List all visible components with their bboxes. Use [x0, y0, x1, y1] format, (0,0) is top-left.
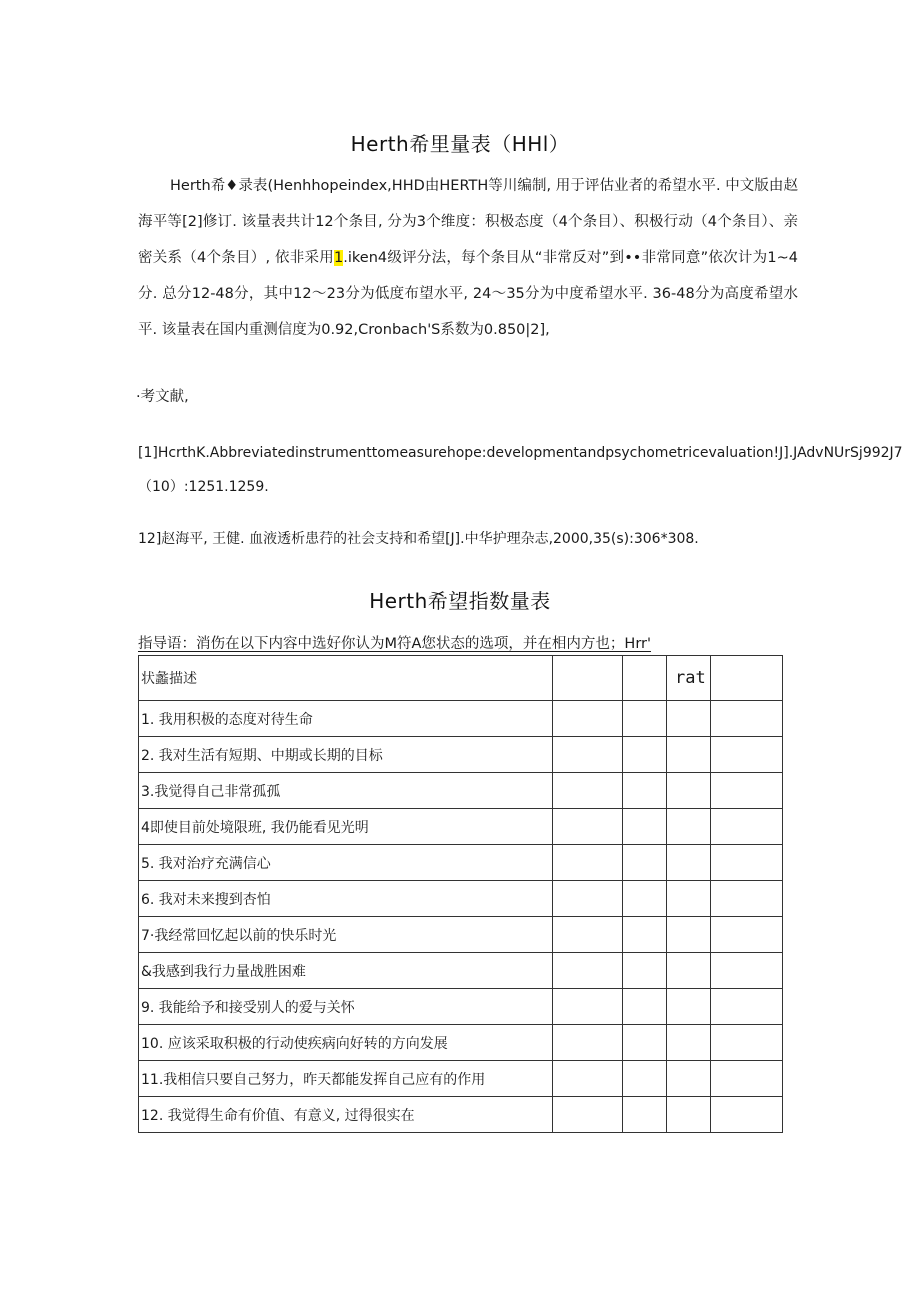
header-option-cell: rat — [667, 656, 711, 701]
rating-cell[interactable] — [667, 845, 711, 881]
rating-cell[interactable] — [623, 1097, 667, 1133]
rating-cell[interactable] — [553, 737, 623, 773]
rating-cell[interactable] — [667, 1061, 711, 1097]
rating-cell[interactable] — [711, 1097, 783, 1133]
table-row — [139, 989, 783, 1025]
header-description: 状蠡描述 — [139, 656, 553, 701]
header-option-cell — [553, 656, 623, 701]
item-description: 2. 我对生活有短期、中期或长期的目标 — [139, 737, 553, 773]
rating-cell[interactable] — [623, 701, 667, 737]
item-description: 11.我相信只要自己努力，昨天都能发挥自己应有的作用 — [139, 1061, 553, 1097]
item-description: 9. 我能给予和接受别人的爱与关怀 — [139, 989, 553, 1025]
rating-cell[interactable] — [711, 1025, 783, 1061]
rating-cell[interactable] — [553, 845, 623, 881]
rating-cell[interactable] — [553, 1097, 623, 1133]
table-row — [139, 1061, 783, 1097]
rating-cell[interactable] — [623, 737, 667, 773]
intro-paragraph — [138, 168, 798, 348]
instruction-text: 指导语：消伤在以下内容中选好你认为M符A您状态的选项，并在相内方也；Hrr' — [138, 636, 651, 652]
rating-cell[interactable] — [711, 737, 783, 773]
item-description: 3.我觉得自己非常孤孤 — [139, 773, 553, 809]
header-option-cell — [623, 656, 667, 701]
header-option-cell — [711, 656, 783, 701]
rating-cell[interactable] — [553, 701, 623, 737]
item-description: 4即使目前处境限班, 我仍能看见光明 — [139, 809, 553, 845]
rating-cell[interactable] — [711, 701, 783, 737]
item-description: 10. 应该采取积极的行动使疾病向好转的方向发展 — [139, 1025, 553, 1061]
rating-cell[interactable] — [553, 809, 623, 845]
rating-cell[interactable] — [667, 953, 711, 989]
rating-cell[interactable] — [553, 917, 623, 953]
item-description: 6. 我对未来搜到杏怕 — [139, 881, 553, 917]
rating-cell[interactable] — [623, 953, 667, 989]
table-row — [139, 773, 783, 809]
item-description: 5. 我对治疗充满信心 — [139, 845, 553, 881]
rating-cell[interactable] — [623, 773, 667, 809]
rating-cell[interactable] — [623, 809, 667, 845]
rating-cell[interactable] — [711, 953, 783, 989]
rating-cell[interactable] — [667, 809, 711, 845]
index-scale-title: Herth希望指数量表 — [369, 589, 551, 613]
rating-cell[interactable] — [667, 989, 711, 1025]
rating-cell[interactable] — [553, 989, 623, 1025]
item-description: 1. 我用积极的态度对待生命 — [139, 701, 553, 737]
rating-cell[interactable] — [667, 701, 711, 737]
table-header-row — [139, 656, 783, 701]
rating-cell[interactable] — [553, 1061, 623, 1097]
rating-cell[interactable] — [667, 737, 711, 773]
table-row — [139, 845, 783, 881]
rating-cell[interactable] — [623, 1025, 667, 1061]
rating-cell[interactable] — [553, 1025, 623, 1061]
rating-cell[interactable] — [667, 917, 711, 953]
item-description: 7·我经常回忆起以前的快乐时光 — [139, 917, 553, 953]
table-row — [139, 701, 783, 737]
intro-text-part-1: Herth希♦录表(Henhhopeindex,HHD由HERTH等川编制, 用于评估业者的希望水平. 中文版由赵海平等[2]修订. 该量表共计12个条目, 分为3个维度：积极态度（4个条目）、积极行动（4个条目）、亲密关系（4个条目）, 依非采用 — [138, 178, 798, 266]
rating-cell[interactable] — [667, 1025, 711, 1061]
rating-cell[interactable] — [623, 917, 667, 953]
rating-cell[interactable] — [711, 917, 783, 953]
rating-cell[interactable] — [667, 773, 711, 809]
table-row — [139, 809, 783, 845]
intro-text-part-2: .iken4级评分法，每个条目从“非常反对”到••非常同意”依次计为1~4分. 总分12-48分，其中12〜23分为低度布望水平, 24〜35分为中度希望水平. 36-48分为高度希望水平. 该量表在国内重测信度为0.92,Cronbach'S系数为0.850|2], — [138, 250, 798, 338]
rating-cell[interactable] — [711, 845, 783, 881]
rating-cell[interactable] — [711, 1061, 783, 1097]
table-row — [139, 1097, 783, 1133]
table-row — [139, 953, 783, 989]
item-description: &我感到我行力量战胜困难 — [139, 953, 553, 989]
rating-cell[interactable] — [623, 989, 667, 1025]
reference-item: 12]赵海平, 王健. 血液透析患荇的社会支持和希望[J].中华护理杂志,2000,35(s):306*308. — [138, 531, 699, 547]
table-row — [139, 737, 783, 773]
table-row — [139, 881, 783, 917]
rating-cell[interactable] — [711, 881, 783, 917]
rating-cell[interactable] — [623, 881, 667, 917]
rating-cell[interactable] — [667, 881, 711, 917]
rating-cell[interactable] — [711, 809, 783, 845]
rating-cell[interactable] — [623, 845, 667, 881]
item-description: 12. 我觉得生命有价值、有意义, 过得很实在 — [139, 1097, 553, 1133]
highlighted-text: 1 — [334, 250, 344, 266]
hope-scale-table — [138, 655, 783, 1133]
references-heading: ·考文献, — [136, 389, 189, 405]
rating-cell[interactable] — [553, 773, 623, 809]
reference-item: [1]HcrthK.Abbreviatedinstrumenttomeasurehope:developmentandpsychometricevaluation!J].JAdvNUrSj992J7（10）:1251.1259. — [138, 445, 903, 495]
rating-cell[interactable] — [623, 1061, 667, 1097]
rating-cell[interactable] — [711, 773, 783, 809]
rating-cell[interactable] — [553, 953, 623, 989]
scale-title: Herth希里量表（HHl） — [350, 132, 570, 156]
table-row — [139, 1025, 783, 1061]
rating-cell[interactable] — [711, 989, 783, 1025]
rating-cell[interactable] — [553, 881, 623, 917]
rating-cell[interactable] — [667, 1097, 711, 1133]
table-row — [139, 917, 783, 953]
